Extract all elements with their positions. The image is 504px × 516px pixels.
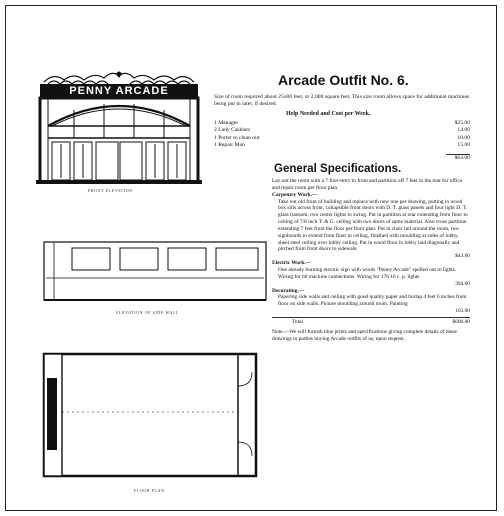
total-amount: $600.00 [452,318,470,325]
staff-cost: $25.00 [454,120,470,126]
staff-cost-list [214,120,470,150]
floor-plan-drawing [42,352,258,480]
staff-row [214,142,470,149]
section-amount: 163.00 [455,308,470,315]
staff-cost: 15.00 [457,142,470,149]
section-heading: Electric Work.— [272,260,312,267]
staff-row [214,127,470,134]
section-body: One already burning electric sign with words "Penny Arcade" spelled out in lights. Wiring for 60 machine connections. Wiring for 176 16 c. p. lights [278,266,457,280]
staff-cost: 14.00 [457,127,470,134]
document-page [5,5,497,511]
sign-text: PENNY ARCADE [69,85,169,97]
staff-item: 2 Lady Cashiers [214,127,251,134]
total-label: Total [292,318,303,325]
note-paragraph: Note.—We will furnish blue prints and specifications giving complete details of these drawings to parties buying Arcade outfits of us, upon request. [272,328,457,342]
spec-intro: Lay out the room with a 7 foot entry in front and partition off 7 feet in the rear for office and repair room per floor plan. [272,178,463,191]
section-amount: $43.00 [455,253,470,260]
total-row [272,317,470,326]
staff-row [214,120,470,127]
electric-section [272,260,470,287]
staff-item: 1 Repair Man [214,142,245,149]
specifications-heading: General Specifications. [274,163,402,175]
staff-cost: 10.00 [457,134,470,141]
help-heading: Help Needed and Cost per Week. [286,111,371,117]
section-amount: 394.00 [455,280,470,287]
side-wall-caption: ELEVATION OF SIDE WALL [116,310,179,315]
carpentry-section [272,192,470,260]
front-elevation-caption: FRONT ELEVATION [88,188,133,193]
decorating-section [272,288,470,315]
staff-row [214,135,470,142]
section-heading: Carpentry Work.— [272,191,318,198]
floor-plan-caption: FLOOR PLAN [134,488,165,493]
intro-paragraph: Size of room required about 25x80 feet, or 2,000 square feet. This size room allows space for additional machines being put in later, if desired. [214,94,470,107]
staff-item: 1 Manager [214,120,239,126]
staff-total: $64.00 [446,154,470,161]
page-title: Arcade Outfit No. 6. [278,72,409,88]
specifications-body [272,178,470,342]
section-heading: Decorating.— [272,287,305,294]
staff-item: 1 Porter to clean out [214,134,260,141]
section-body: Papering side walls and ceiling with good quality paper and burlap 4 feet 6 inches from floor on side walls. Picture moulding around room. Painting [278,294,467,308]
side-wall-elevation-drawing [42,240,268,304]
section-body: Take out old front of building and replace with new one per drawing, putting in wood box sills across front, collapsible front doors with D. T. glass panels and four light D. T. glass transom, two center lights to swing. Put in partition at rear extending from floor to ceiling of 7/8 inch T. & G. ceiling with two doors of same material. Also cross partition extending 7 feet from the floor per floor plan. Put in chair rail around the room, two signboards to extend from floor to ceiling, finished with moulding at sides of lobby, sheet steel ceiling over lobby ceiling. Put in wood floor in lobby laid diagonally and pitched from front doors to sidewalk [278,198,468,253]
